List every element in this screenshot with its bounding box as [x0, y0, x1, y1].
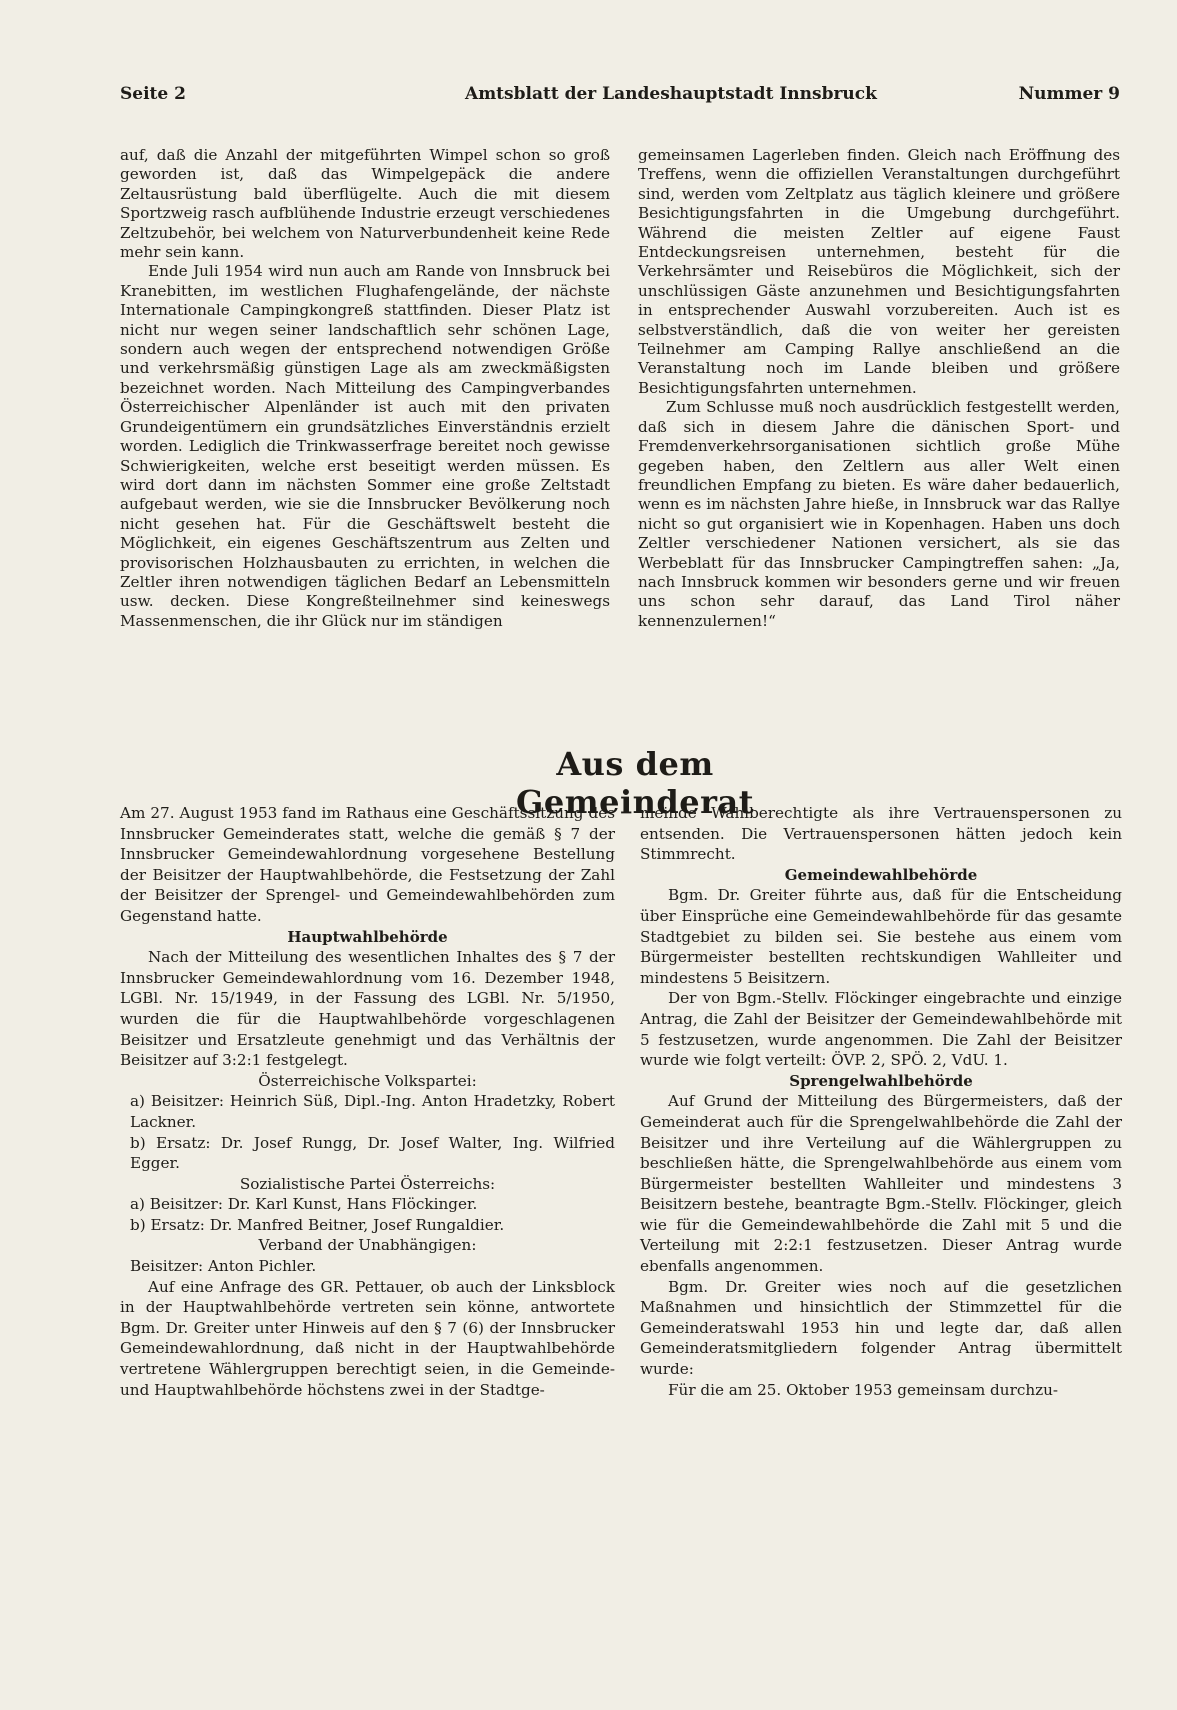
subheading: Gemeindewahlbehörde — [784, 865, 978, 884]
paragraph: gemeinsamen Lagerleben finden. Gleich nach Eröffnung des Treffens, wenn die offiziellen Veranstaltungen durchgeführt sind, werden vom Zeltplatz aus täglich kleinere und größere Besichtigungsfahrten in die Umgebung durchgeführt. Während die meisten Zeltler auf eigene Faust Entdeckungsreisen unternehmen, besteht für die Verkehrsämter und Reisebüros die Möglichkeit, sich der unschlüssigen Gäste anzunehmen und Besichtigungsfahrten in entsprechender Auswahl vorzubereiten. Auch ist es selbstverständlich, daß die von weiter her gereisten Teilnehmer am Camping Rallye anschließend an die Veranstaltung noch im Lande bleiben und größere Besichtigungsfahrten unternehmen. — [638, 146, 1120, 397]
paragraph: Auf eine Anfrage des GR. Pettauer, ob auch der Linksblock in der Hauptwahlbehörde vertreten sein könne, antwortete Bgm. Dr. Greiter unter Hinweis auf den § 7 (6) der Innsbrucker Gemeindewahlordnung, daß nicht in der Hauptwahlbehörde vertretene Wählergruppen berechtigt seien, in die Gemeinde- und Hauptwahlbehörde höchstens zwei in der Stadtge- — [120, 1277, 615, 1399]
paragraph: Bgm. Dr. Greiter führte aus, daß für die Entscheidung über Einsprüche eine Gemeindewahlbehörde für das gesamte Stadtgebiet zu bilden sei. Sie bestehe aus einem vom Bürgermeister bestellten rechtskundigen Wahlleiter und mindestens 5 Beisitzern. — [640, 886, 1122, 987]
publication-title: Amtsblatt der Landeshauptstadt Innsbruck — [465, 84, 877, 104]
council-column-2 — [640, 803, 1122, 1400]
paragraph: Bgm. Dr. Greiter wies noch auf die gesetzlichen Maßnahmen und hinsichtlich der Stimmzettel für die Gemeinderatswahl 1953 hin und legte dar, daß allen Gemeinderatsmitgliedern folgender Antrag übermittelt wurde: — [640, 1277, 1122, 1379]
party-name: Sozialistische Partei Österreichs: — [239, 1174, 496, 1193]
paragraph: Der von Bgm.-Stellv. Flöckinger eingebrachte und einzige Antrag, die Zahl der Beisitzer der Gemeindewahlbehörde mit 5 festzusetzen, wurde angenommen. Die Zahl der Beisitzer wurde wie folgt verteilt: ÖVP. 2, SPÖ. 2, VdU. 1. — [640, 989, 1122, 1070]
paragraph: Zum Schlusse muß noch ausdrücklich festgestellt werden, daß sich in diesem Jahre die dänischen Sport- und Fremdenverkehrsorganisationen sichtlich große Mühe gegeben haben, den Zeltlern aus aller Welt einen freundlichen Empfang zu bieten. Es wäre daher bedauerlich, wenn es im nächsten Jahre hieße, in Innsbruck war das Rallye nicht so gut organisiert wie in Kopenhagen. Haben uns doch Zeltler verschiedener Nationen versichert, als sie das Werbeblatt für das Innsbrucker Campingtreffen sahen: „Ja, nach Innsbruck kommen wir besonders gerne und wir freuen uns schon sehr darauf, das Land Tirol näher kennenzulernen!“ — [638, 398, 1120, 630]
party-name: Österreichische Volkspartei: — [258, 1071, 477, 1090]
paragraph: meinde Wahlberechtigte als ihre Vertrauenspersonen zu entsenden. Die Vertrauenspersonen hätten jedoch kein Stimmrecht. — [640, 804, 1122, 864]
list-item: b) Ersatz: Dr. Josef Rungg, Dr. Josef Walter, Ing. Wilfried Egger. — [130, 1133, 615, 1173]
article-column-1 — [120, 146, 610, 631]
list-item: a) Beisitzer: Dr. Karl Kunst, Hans Flöckinger. — [130, 1195, 478, 1214]
page-header — [120, 84, 1120, 112]
paragraph: auf, daß die Anzahl der mitgeführten Wimpel schon so groß geworden ist, daß das Wimpelgepäck die andere Zeltausrüstung bald überflügelte. Auch die mit diesem Sportzweig rasch aufblühende Industrie erzeugt verschiedenes Zeltzubehör, bei welchem von Naturverbundenheit keine Rede mehr sein kann. — [120, 146, 610, 262]
subheading: Hauptwahlbehörde — [287, 927, 448, 946]
list-item: b) Ersatz: Dr. Manfred Beitner, Josef Rungaldier. — [130, 1215, 505, 1234]
issue-number-label: Nummer 9 — [1018, 84, 1120, 104]
list-item: Beisitzer: Anton Pichler. — [130, 1257, 317, 1276]
subheading: Sprengelwahlbehörde — [789, 1071, 973, 1090]
article-column-2 — [638, 146, 1120, 631]
paragraph: Am 27. August 1953 fand im Rathaus eine Geschäftssitzung des Innsbrucker Gemeinderates statt, welche die gemäß § 7 der Innsbrucker Gemeindewahlordnung vorgesehene Bestellung der Beisitzer der Hauptwahlbehörde, die Festsetzung der Zahl der Beisitzer der Sprengel- und Gemeindewahlbehörden zum Gegenstand hatte. — [120, 804, 615, 925]
party-name: Verband der Unabhängigen: — [258, 1236, 477, 1255]
paragraph: Auf Grund der Mitteilung des Bürgermeisters, daß der Gemeinderat auch für die Sprengelwahlbehörde die Zahl der Beisitzer und ihre Verteilung auf die Wählergruppen zu beschließen hätte, die Sprengelwahlbehörde aus einem vom Bürgermeister bestellten Wahlleiter und mindestens 3 Beisitzern bestehe, beantragte Bgm.-Stellv. Flöckinger, gleich wie für die Gemeindewahlbehörde die Zahl mit 5 und die Verteilung mit 2:2:1 festzusetzen. Dieser Antrag wurde ebenfalls angenommen. — [640, 1092, 1122, 1276]
section-heading: Aus dem Gemeinderat — [516, 745, 754, 821]
paragraph: Ende Juli 1954 wird nun auch am Rande von Innsbruck bei Kranebitten, im westlichen Flughafengelände, der nächste Internationale Campingkongreß stattfinden. Dieser Platz ist nicht nur wegen seiner landschaftlich sehr schönen Lage, sondern auch wegen der entsprechend notwendigen Größe und verkehrsmäßig günstigen Lage als am zweckmäßigsten bezeichnet worden. Nach Mitteilung des Campingverbandes Österreichischer Alpenländer ist auch mit den privaten Grundeigentümern ein grundsätzliches Einverständnis erzielt worden. Lediglich die Trinkwasserfrage bereitet noch gewisse Schwierigkeiten, welche erst beseitigt werden müssen. Es wird dort dann im nächsten Sommer eine große Zeltstadt aufgebaut werden, wie sie die Innsbrucker Bevölkerung noch nicht gesehen hat. Für die Geschäftswelt besteht die Möglichkeit, ein eigenes Geschäftszentrum aus Zelten und provisorischen Holzhausbauten zu errichten, in welchen die Zeltler ihren notwendigen täglichen Bedarf an Lebensmitteln usw. decken. Diese Kongreßteilnehmer sind keineswegs Massenmenschen, die ihr Glück nur im ständigen — [120, 262, 610, 630]
council-column-1 — [120, 803, 615, 1400]
page-number-label: Seite 2 — [120, 84, 186, 104]
paragraph: Nach der Mitteilung des wesentlichen Inhaltes des § 7 der Innsbrucker Gemeindewahlordnung vom 16. Dezember 1948, LGBl. Nr. 15/1949, in der Fassung des LGBl. Nr. 5/1950, wurden die für die Hauptwahlbehörde vorgeschlagenen Beisitzer und Ersatzleute genehmigt und das Verhältnis der Beisitzer auf 3:2:1 festgelegt. — [120, 948, 615, 1070]
paragraph: Für die am 25. Oktober 1953 gemeinsam durchzu- — [668, 1380, 1059, 1399]
list-item: a) Beisitzer: Heinrich Süß, Dipl.-Ing. Anton Hradetzky, Robert Lackner. — [130, 1092, 615, 1131]
